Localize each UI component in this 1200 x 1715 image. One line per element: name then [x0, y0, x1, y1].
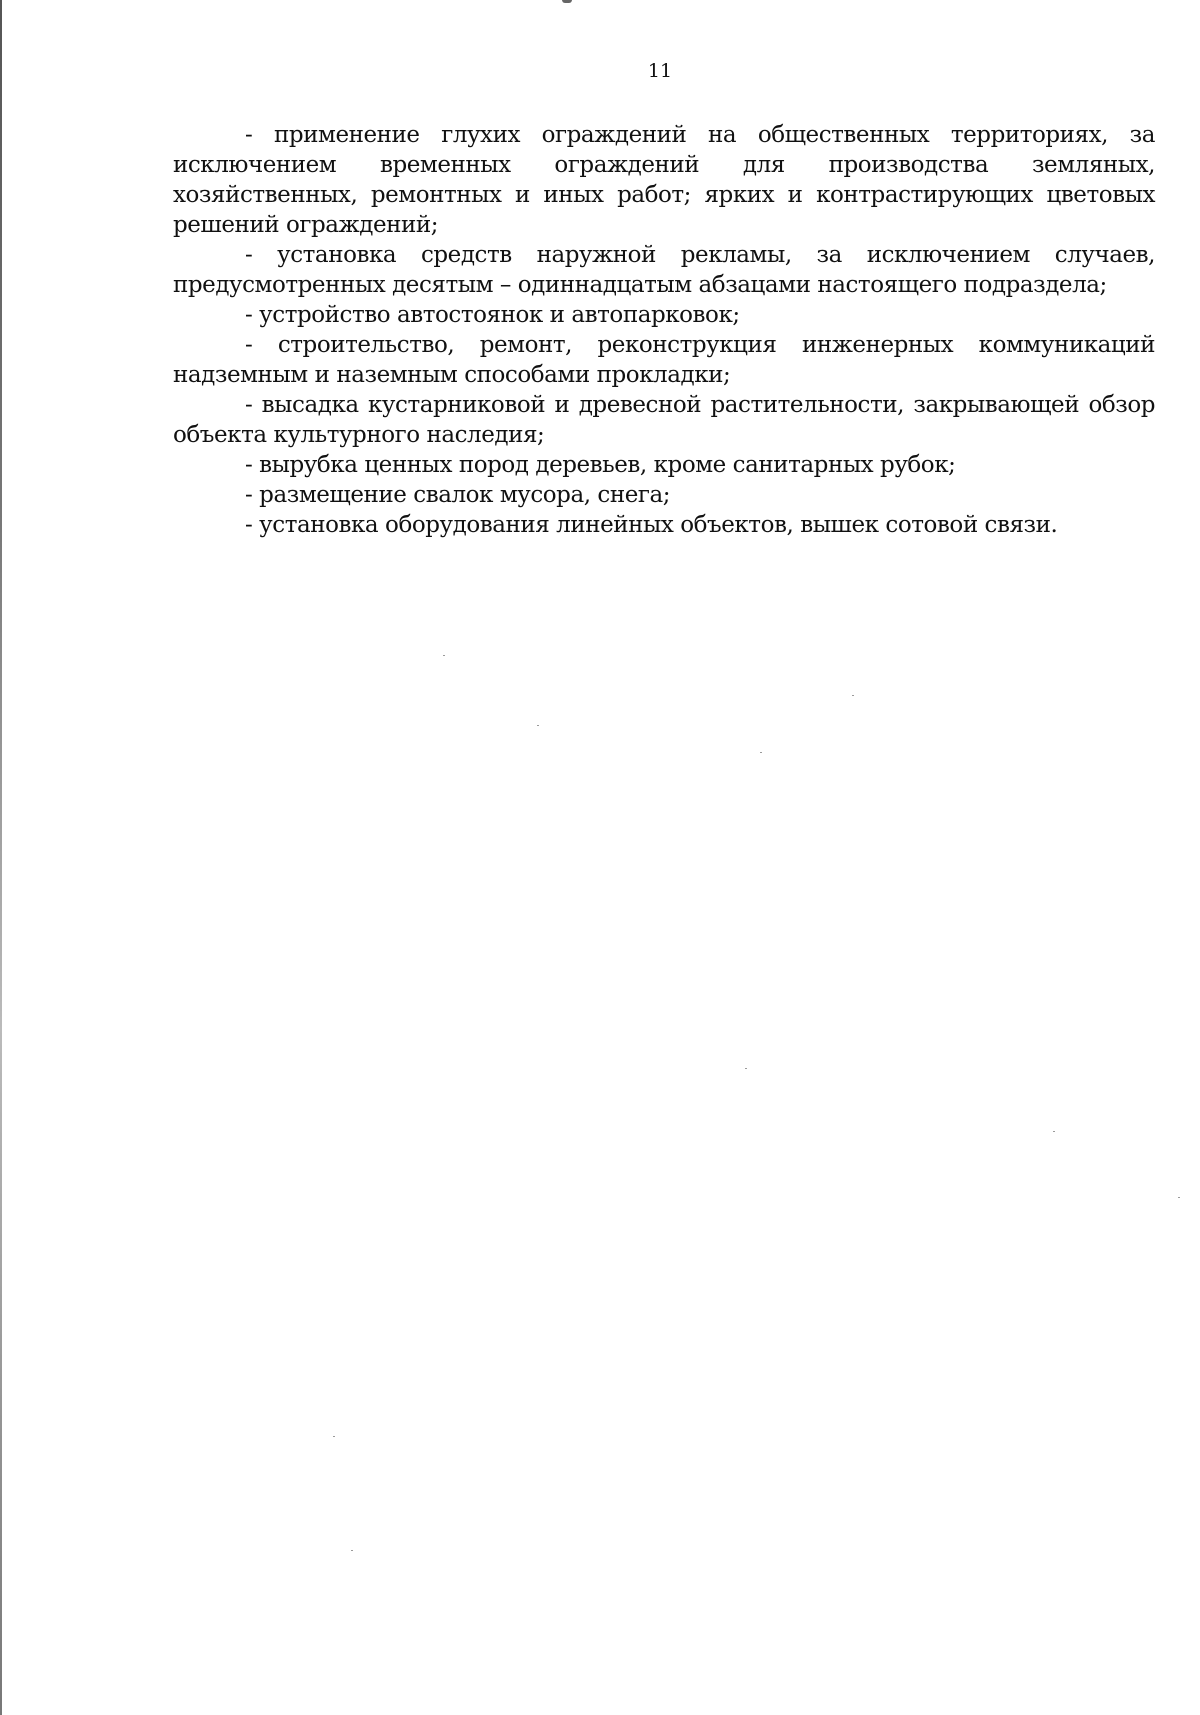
- paragraph-utilities: - строительство, ремонт, реконструкция инженерных коммуникаций надземным и наземным способами прокладки;: [173, 332, 1155, 388]
- paragraph-advertising: - установка средств наружной рекламы, за исключением случаев, предусмотренных десятым – одиннадцатым абзацами настоящего подраздела;: [173, 242, 1155, 298]
- page-number: 11: [647, 60, 673, 82]
- scan-speck: [760, 752, 762, 753]
- scan-artifact: [562, 0, 572, 3]
- scan-speck: [333, 1436, 335, 1437]
- paragraph-planting: - высадка кустарниковой и древесной растительности, закрывающей обзор объекта культурного наследия;: [173, 392, 1155, 448]
- scan-speck: [443, 655, 445, 656]
- paragraph-dumps: - размещение свалок мусора, снега;: [245, 482, 671, 508]
- paragraph-parking: - устройство автостоянок и автопарковок;: [245, 302, 740, 328]
- scan-edge: [0, 0, 2, 1715]
- scan-speck: [1178, 1197, 1180, 1198]
- paragraph-tree-felling: - вырубка ценных пород деревьев, кроме санитарных рубок;: [245, 452, 956, 478]
- scan-speck: [537, 725, 539, 726]
- scan-speck: [745, 1068, 747, 1069]
- scan-speck: [1053, 1131, 1055, 1132]
- scan-speck: [351, 1550, 353, 1551]
- paragraph-linear-objects: - установка оборудования линейных объектов, вышек сотовой связи.: [245, 512, 1058, 538]
- document-body: [173, 120, 1155, 540]
- paragraph-fences: - применение глухих ограждений на общественных территориях, за исключением временных ограждений для производства земляных, хозяйственных, ремонтных и иных работ; ярких и контрастирующих цветовых решений ограждений;: [173, 122, 1155, 238]
- scan-speck: [852, 695, 854, 696]
